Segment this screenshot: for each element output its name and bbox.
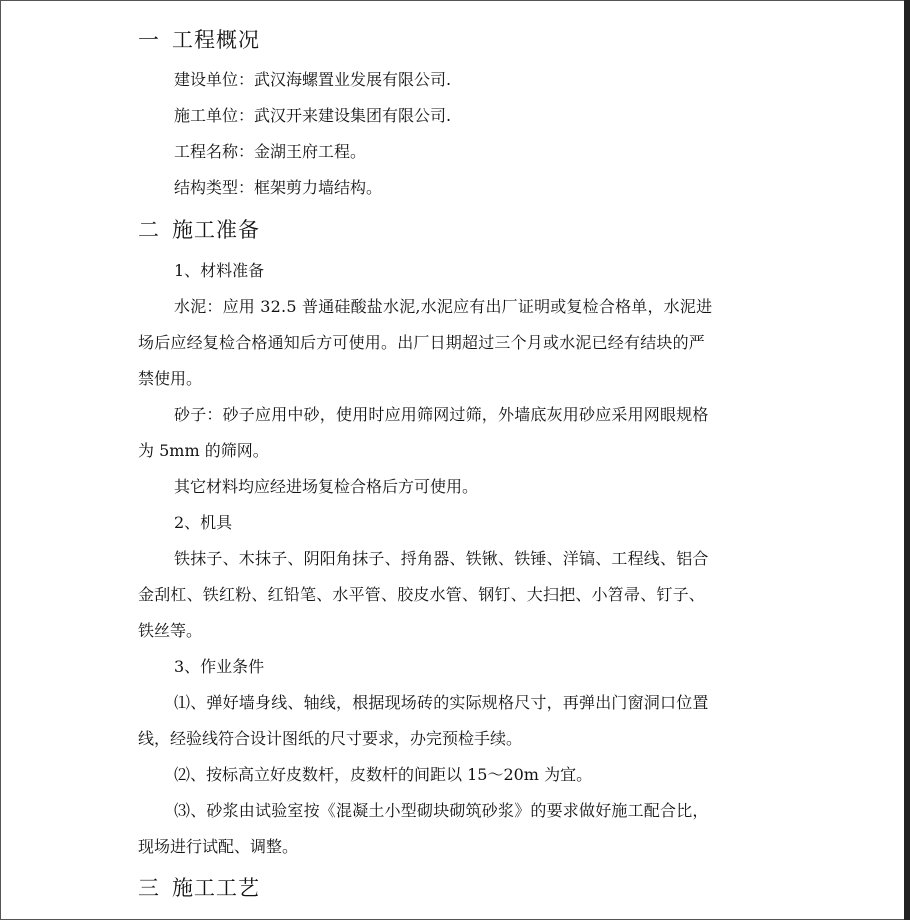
conditions-heading: 3、作业条件 <box>174 657 265 676</box>
section-heading-3 <box>138 872 260 902</box>
condition-1-line: ⑴、弹好墙身线、轴线，根据现场砖的实际规格尺寸，再弹出门窗洞口位置 <box>174 693 709 712</box>
section-number: 二 <box>138 218 160 242</box>
page-edge-shadow <box>904 0 910 920</box>
condition-1-line: 线，经验线符合设计图纸的尺寸要求，办完预检手续。 <box>138 729 523 748</box>
sand-para-line: 为 5mm 的筛网。 <box>138 441 269 460</box>
contractor-line: 施工单位：武汉开来建设集团有限公司. <box>174 106 452 125</box>
cement-para-line: 禁使用。 <box>138 369 203 388</box>
cement-para-line: 水泥：应用 32.5 普通硅酸盐水泥,水泥应有出厂证明或复检合格单，水泥进 <box>174 297 713 316</box>
sand-para-line: 砂子：砂子应用中砂，使用时应用筛网过筛，外墙底灰用砂应采用网眼规格 <box>174 405 709 424</box>
project-line: 工程名称：金湖王府工程。 <box>174 142 367 161</box>
section-heading-1 <box>138 24 260 54</box>
other-materials-line: 其它材料均应经进场复检合格后方可使用。 <box>174 477 479 496</box>
condition-3-line: 现场进行试配、调整。 <box>138 837 299 856</box>
tools-para-line: 金刮杠、铁红粉、红铅笔、水平管、胶皮水管、钢钉、大扫把、小笤帚、钉子、 <box>138 585 706 604</box>
section-number: 三 <box>138 876 160 900</box>
tools-para-line: 铁抹子、木抹子、阴阳角抹子、捋角器、铁锹、铁锤、洋镐、工程线、铝合 <box>174 549 709 568</box>
condition-3-line: ⑶、砂浆由试验室按《混凝土小型砌块砌筑砂浆》的要求做好施工配合比， <box>174 801 709 820</box>
section-title: 施工工艺 <box>172 876 260 900</box>
structure-line: 结构类型：框架剪力墙结构。 <box>174 178 383 197</box>
tools-para-line: 铁丝等。 <box>138 621 203 640</box>
section-heading-2 <box>138 214 260 244</box>
section-title: 施工准备 <box>172 218 260 242</box>
section-number: 一 <box>138 28 160 52</box>
tools-heading: 2、机具 <box>174 513 233 532</box>
cement-para-line: 场后应经复检合格通知后方可使用。出厂日期超过三个月或水泥已经有结块的严 <box>138 333 706 352</box>
materials-heading: 1、材料准备 <box>174 261 265 280</box>
section-title: 工程概况 <box>172 28 260 52</box>
builder-line: 建设单位：武汉海螺置业发展有限公司. <box>174 70 452 89</box>
condition-2-line: ⑵、按标高立好皮数杆，皮数杆的间距以 15～20m 为宜。 <box>174 765 593 784</box>
